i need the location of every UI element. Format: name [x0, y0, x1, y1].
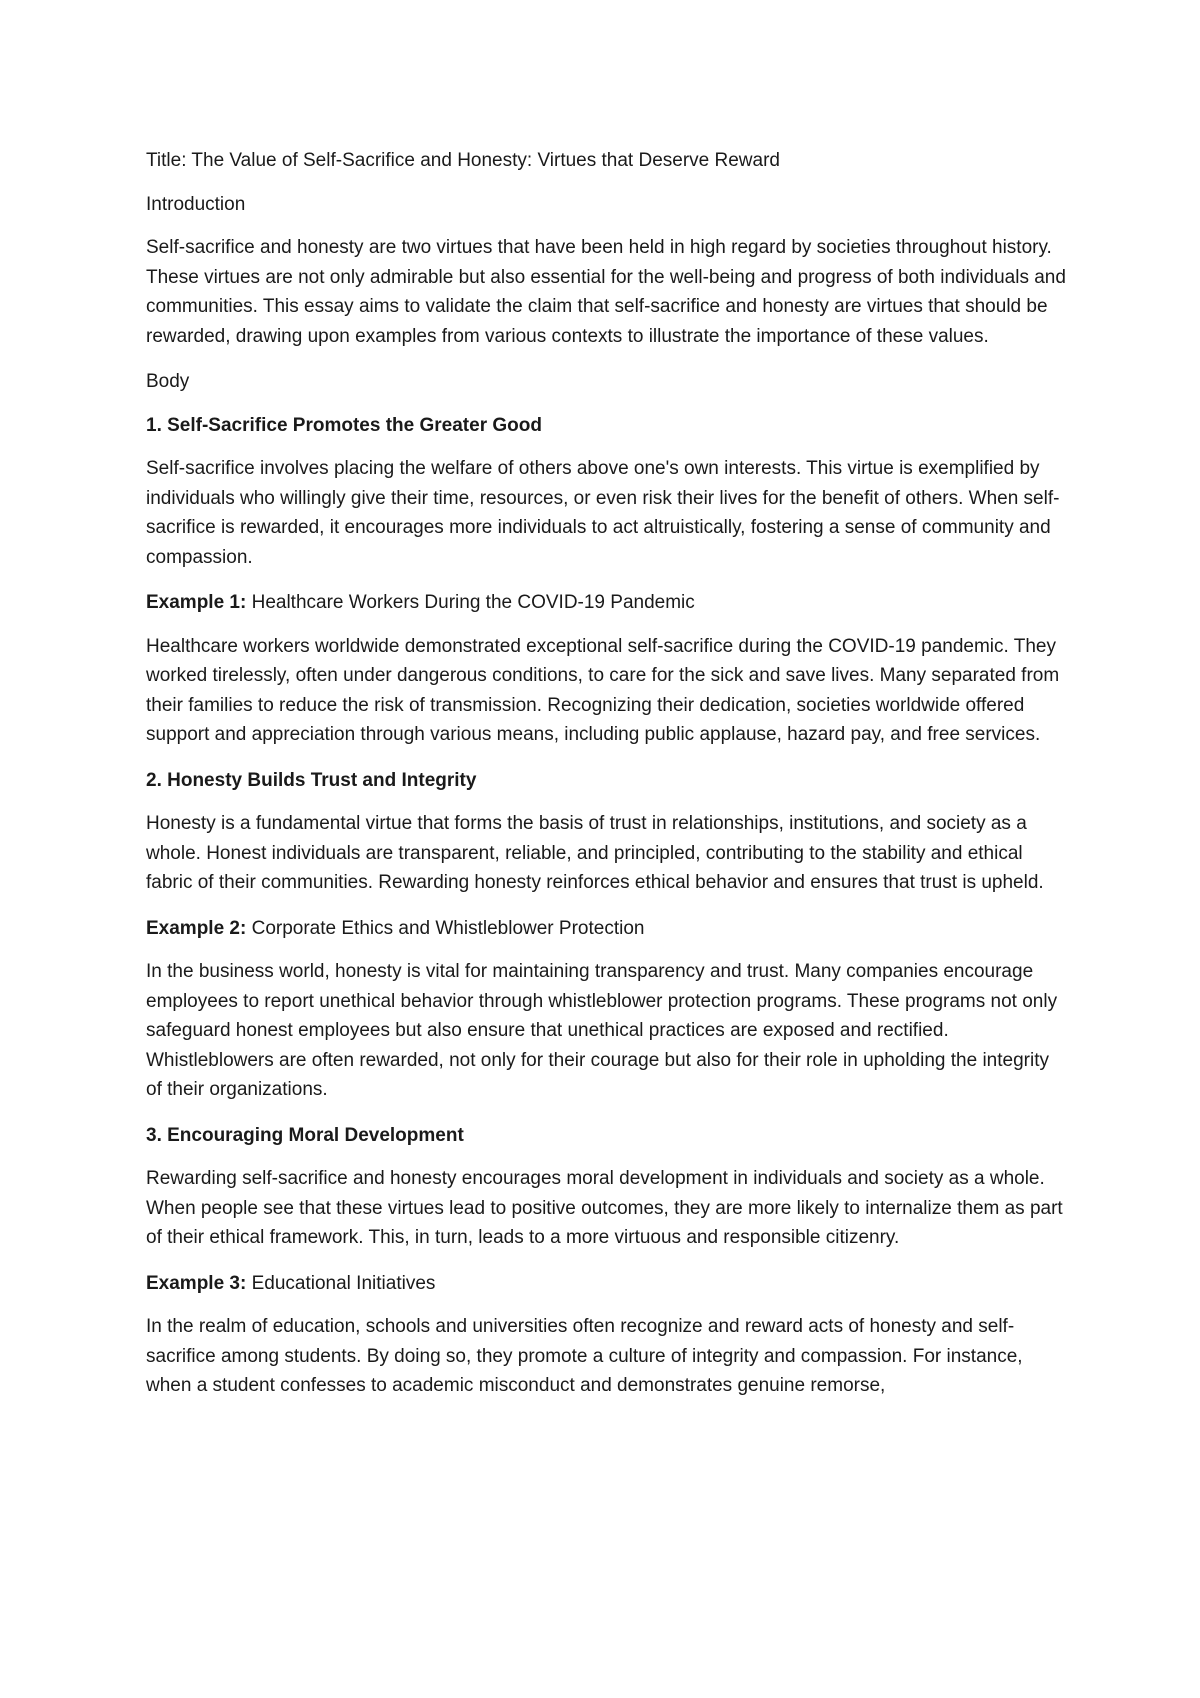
document-body: [146, 146, 1066, 1417]
section-2-paragraph: Honesty is a fundamental virtue that forms the basis of trust in relationships, institutions, and society as a whole. Honest individuals are transparent, reliable, and principled, contributing to the stability and ethical fabric of their communities. Rewarding honesty reinforces ethical behavior and ensures that trust is upheld.: [146, 813, 1044, 893]
example-3-label: Example 3:: [146, 1272, 247, 1294]
example-1-label: Example 1:: [146, 592, 247, 613]
section-3-heading: [146, 1121, 1066, 1151]
example-1-title: Healthcare Workers During the COVID-19 Pandemic: [246, 592, 695, 613]
example-3-title: Educational Initiatives: [246, 1272, 436, 1294]
section-3-paragraph: Rewarding self-sacrifice and honesty encourages moral development in individuals and society as a whole. When people see that these virtues lead to positive outcomes, they are more likely to internalize them as part of their ethical framework. This, in turn, leads to a more virtuous and responsible citizenry.: [146, 1168, 1063, 1248]
example-2-paragraph: In the business world, honesty is vital for maintaining transparency and trust. Many companies encourage employees to report unethical behavior through whistleblower protection programs. These programs not only safeguard honest employees but also ensure that unethical practices are exposed and rectified. Whistleblowers are often rewarded, not only for their courage but also for their role in upholding the integrity of their organizations.: [146, 961, 1058, 1100]
body-heading: Body: [146, 371, 190, 392]
introduction-heading: Introduction: [146, 193, 246, 215]
section-1-heading: [146, 411, 1066, 441]
example-1-heading: [146, 588, 1066, 618]
example-2-title: Corporate Ethics and Whistleblower Protection: [246, 917, 645, 939]
section-2-heading-text: 2. Honesty Builds Trust and Integrity: [146, 769, 477, 791]
section-1-paragraph: Self-sacrifice involves placing the welfare of others above one's own interests. This virtue is exemplified by individuals who willingly give their time, resources, or even risk their lives for the benefit of others. When self-sacrifice is rewarded, it encourages more individuals to act altruistically, fostering a sense of community and compassion.: [146, 458, 1060, 568]
example-3-heading: [146, 1269, 1066, 1299]
section-3-heading-text: 3. Encouraging Moral Development: [146, 1124, 464, 1146]
example-2-heading: [146, 914, 1066, 944]
introduction-paragraph: Self-sacrifice and honesty are two virtues that have been held in high regard by societies throughout history. These virtues are not only admirable but also essential for the well-being and progress of both individuals and communities. This essay aims to validate the claim that self-sacrifice and honesty are virtues that should be rewarded, drawing upon examples from various contexts to illustrate the importance of these values.: [146, 237, 1066, 347]
example-2-label: Example 2:: [146, 917, 247, 939]
example-1-paragraph: Healthcare workers worldwide demonstrated exceptional self-sacrifice during the COVID-19 pandemic. They worked tirelessly, often under dangerous conditions, to care for the sick and save lives. Many separated from their families to reduce the risk of transmission. Recognizing their dedication, societies worldwide offered support and appreciation through various means, including public applause, hazard pay, and free services.: [146, 635, 1060, 745]
section-2-heading: [146, 766, 1066, 796]
section-1-heading-text: 1. Self-Sacrifice Promotes the Greater Good: [146, 414, 542, 436]
document-title: Title: The Value of Self-Sacrifice and Honesty: Virtues that Deserve Reward: [146, 150, 780, 171]
example-3-paragraph: In the realm of education, schools and universities often recognize and reward acts of honesty and self-sacrifice among students. By doing so, they promote a culture of integrity and compassion. For instance, when a student confesses to academic misconduct and demonstrates genuine remorse,: [146, 1316, 1023, 1396]
